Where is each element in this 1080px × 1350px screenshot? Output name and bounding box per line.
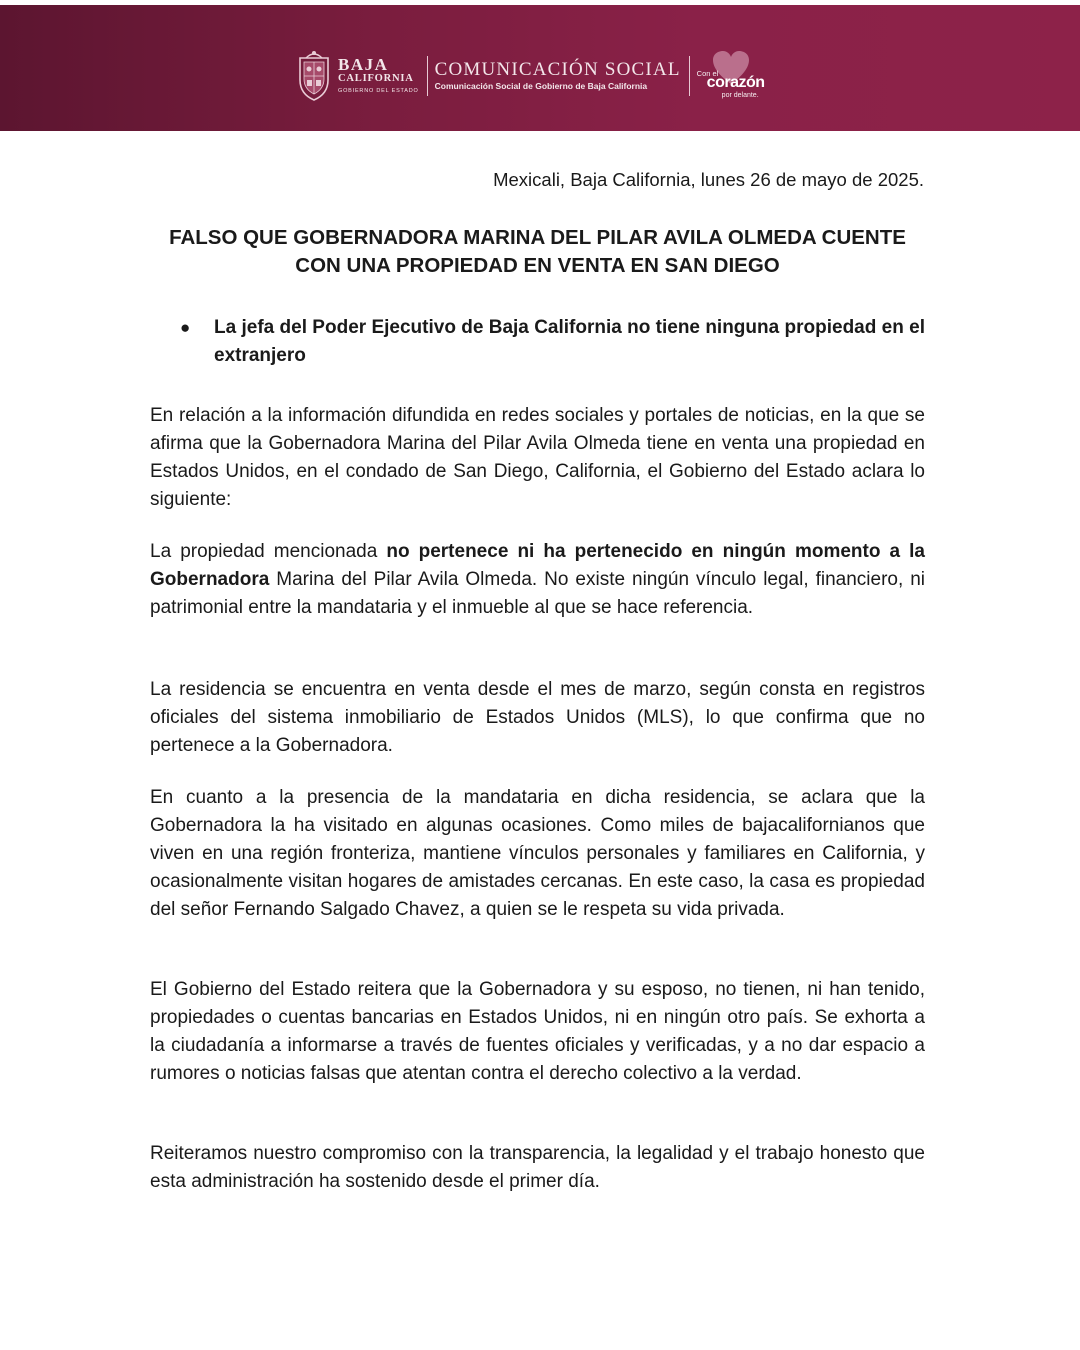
coat-of-arms-icon (296, 50, 332, 102)
paragraph-2 (150, 538, 925, 622)
slogan-post: por delante. (721, 92, 759, 99)
corazon-slogan-logo (697, 48, 773, 104)
paragraph-2-start: La propiedad mencionada (150, 541, 387, 562)
baja-california-logo (338, 56, 419, 96)
header-banner (0, 5, 1080, 131)
brand-line-2: CALIFORNIA (338, 73, 414, 84)
dateline: Mexicali, Baja California, lunes 26 de mayo de 2025. (493, 169, 924, 190)
header-divider (427, 56, 428, 96)
headline: FALSO QUE GOBERNADORA MARINA DEL PILAR AVILA OLMEDA CUENTE CON UNA PROPIEDAD EN VENTA EN SAN DIEGO (169, 226, 906, 277)
bullet-text: La jefa del Poder Ejecutivo de Baja California no tiene ninguna propiedad en el extranjero (214, 317, 925, 366)
paragraph-6: Reiteramos nuestro compromiso con la transparencia, la legalidad y el trabajo honesto que esta administración ha sostenido desde el primer día. (150, 1143, 925, 1192)
paragraph-5: El Gobierno del Estado reitera que la Gobernadora y su esposo, no tienen, ni han tenido, propiedades o cuentas bancarias en Estados Unidos, ni en ningún otro país. Se exhorta a la ciudadanía a informarse a través de fuentes oficiales y verificadas, y a no dar espacio a rumores o noticias falsas que atentan contra el derecho colectivo a la verdad. (150, 979, 925, 1084)
dept-subtitle: Comunicación Social de Gobierno de Baja California (434, 81, 648, 91)
paragraph-4: En cuanto a la presencia de la mandataria en dicha residencia, se aclara que la Gobernadora la ha visitado en algunas ocasiones. Como miles de bajacalifornianos que viven en una región fronteriza, mantiene vínculos personales y familiares en California, y ocasionalmente visitan hogares de amistades cercanas. En este caso, la casa es propiedad del señor Fernando Salgado Chavez, a quien se le respeta su vida privada. (150, 787, 925, 920)
comunicacion-social-logo (435, 60, 681, 92)
header-logos (296, 47, 773, 105)
slogan-pre: Con el (696, 69, 719, 78)
slogan-main: corazón (706, 74, 765, 91)
dept-title: COMUNICACIÓN SOCIAL (434, 59, 681, 80)
bullet-marker: ● (180, 318, 191, 337)
header-divider (689, 56, 690, 96)
bullet-item (180, 314, 925, 370)
paragraph-3: La residencia se encuentra en venta desde el mes de marzo, según consta en registros oficiales del sistema inmobiliario de Estados Unidos (MLS), lo que confirma que no pertenece a la Gobernadora. (150, 679, 925, 756)
paragraph-1: En relación a la información difundida en redes sociales y portales de noticias, en la que se afirma que la Gobernadora Marina del Pilar Avila Olmeda tiene en venta una propiedad en Estados Unidos, en el condado de San Diego, California, el Gobierno del Estado aclara lo siguiente: (150, 405, 925, 510)
paragraph-2-emphasis: no pertenece ni ha pertenecido en ningún momento a la Gobernadora (150, 541, 925, 590)
paragraph-2-end: Marina del Pilar Avila Olmeda. No existe ningún vínculo legal, financiero, ni patrimonial entre la mandataria y el inmueble al que se hace referencia. (150, 569, 925, 618)
brand-line-3: GOBIERNO DEL ESTADO (338, 88, 419, 94)
brand-line-1: BAJA (338, 55, 389, 74)
